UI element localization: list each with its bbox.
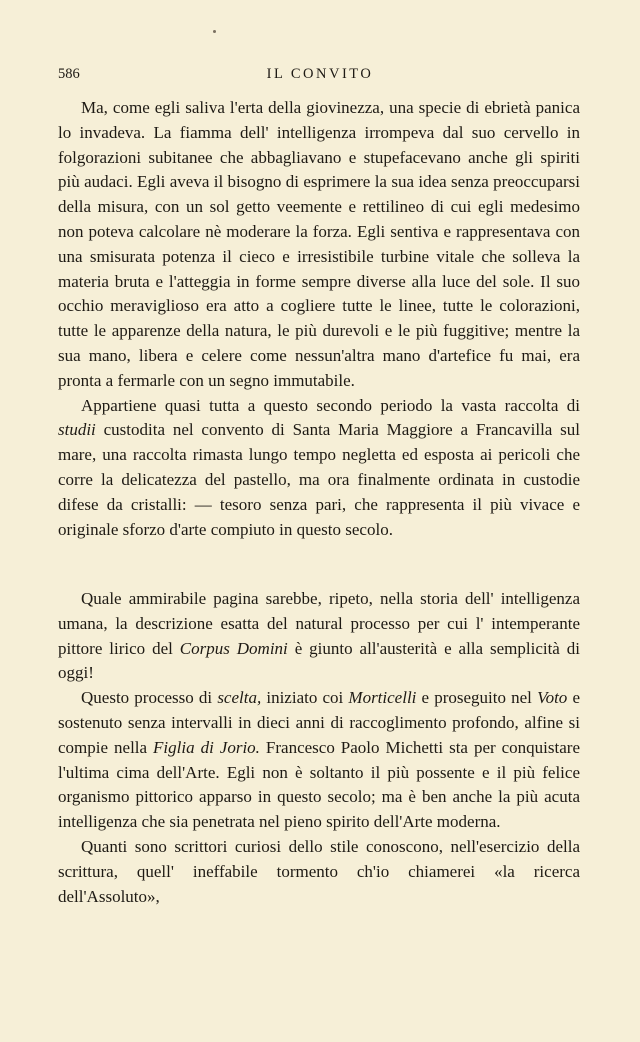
italic-title: Voto xyxy=(537,688,568,708)
running-title: IL CONVITO xyxy=(266,66,374,82)
italic-title: Corpus Domini xyxy=(179,638,288,658)
italic-title: Morticelli xyxy=(348,688,417,708)
italic-title: Figlia di Jorio. xyxy=(153,737,260,757)
paragraph: Quanti sono scrittori curiosi dello stile conoscono, nell'esercizio della scrittura, quell' ineffabile tormento ch'io chiamerei «la ricerca dell'Assoluto», xyxy=(58,836,580,906)
italic-term: scelta, xyxy=(217,688,262,708)
paragraph: Quale ammirabile pagina sarebbe, ripeto, nella storia dell' intelligenza umana, la descrizione esatta del natural processo per cui l' intemperante pittore lirico del Corpus Domini è giunto all'austerità e alla semplicità di oggi! xyxy=(58,589,580,683)
paragraph: Ma, come egli saliva l'erta della giovinezza, una specie di ebrietà panica lo invadeva. La fiamma dell' intelligenza irrompeva dal suo cervello in folgorazioni subitanee che abbagliavano e stupefacevano anche gli spiriti più audaci. Egli aveva il bisogno di esprimere la sua idea senza preoccuparsi della misura, con un sol getto veemente e rettilineo di cui egli medesimo non poteva calcolare nè moderare la forza. Egli sentiva e rappresentava con una smisurata potenza il cieco e irresistibile turbine vitale che solleva la materia bruta e l'atteggia in forme sempre diverse alla luce del sole. Il suo occhio meraviglioso era atto a cogliere tutte le linee, tutte le colorazioni, tutte le apparenze della natura, le più durevoli e le più fuggitive; mentre la sua mano, libera e celere come nessun'altra mano d'artefice fu mai, era pronta a fermarle con un segno immutabile. xyxy=(58,98,580,390)
text-section-1 xyxy=(58,96,580,542)
text-section-2 xyxy=(58,587,580,909)
ink-speck xyxy=(213,30,216,33)
paragraph: Questo processo di scelta, iniziato coi Morticelli e proseguito nel Voto e sostenuto senza intervalli in dieci anni di raccoglimento profondo, alfine si compie nella Figlia di Jorio. Francesco Paolo Michetti sta per conquistare l'ultima cima dell'Arte. Egli non è soltanto il più possente e il più felice organismo pittorico apparso in questo secolo; ma è ben anche la più acuta intelligenza che sia penetrata nel pieno spirito dell'Arte moderna. xyxy=(58,688,580,832)
italic-term: studii xyxy=(58,420,96,440)
paragraph: Appartiene quasi tutta a questo secondo periodo la vasta raccolta di studii custodita nel convento di Santa Maria Maggiore a Francavilla sul mare, una raccolta rimasta lungo tempo negletta ed esposta ai pericoli che corre la delicatezza del pastello, ma ora finalmente ordinata in custodie difese da cristalli: — tesoro senza pari, che rappresenta il più vivace e originale sforzo d'arte compiuto in questo secolo. xyxy=(58,395,580,539)
page-header xyxy=(58,66,582,86)
page-number: 586 xyxy=(58,66,80,82)
